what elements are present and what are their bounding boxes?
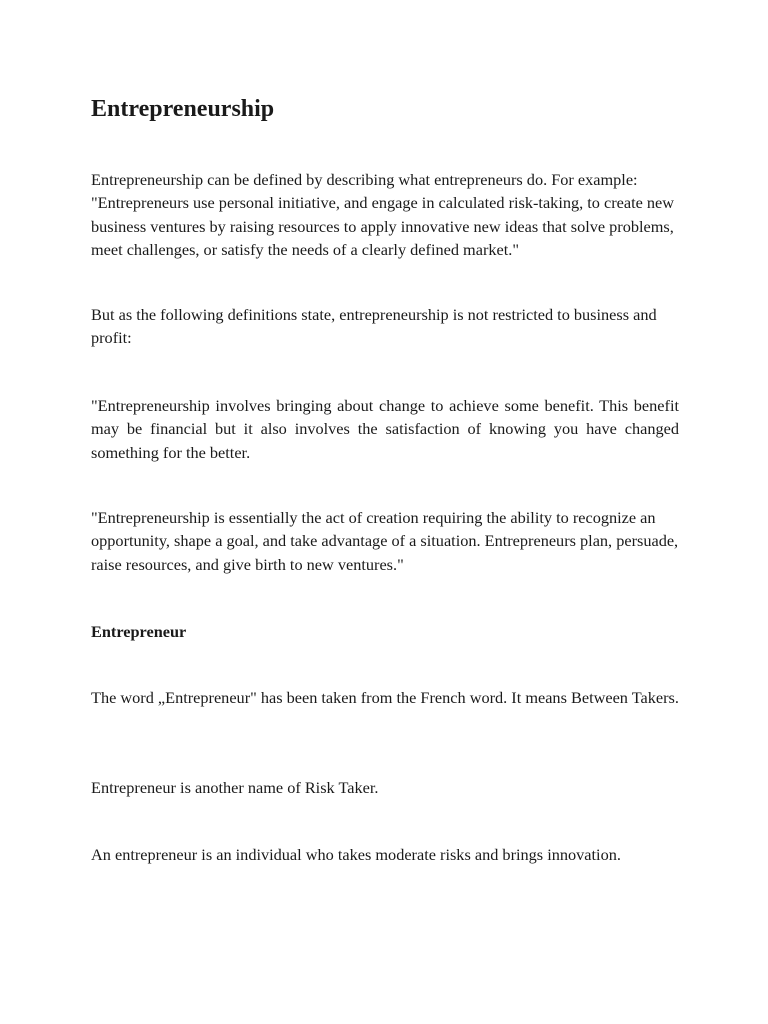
individual-definition-paragraph: An entrepreneur is an individual who takes moderate risks and brings innovation. [91,845,621,864]
creation-quote-paragraph: "Entrepreneurship is essentially the act of creation requiring the ability to recognize an opportunity, shape a goal, and take advantage of a situation. Entrepreneurs plan, persuade, raise resources, and give birth to new ventures." [91,508,679,574]
entrepreneur-subheading: Entrepreneur [91,622,187,641]
definition-paragraph: Entrepreneurship can be defined by describing what entrepreneurs do. For example: "Entrepreneurs use personal initiative, and engage in calculated risk-taking, to create new business ventures by raising resources to apply innovative new ideas that solve problems, meet challenges, or satisfy the needs of a clearly defined market." [91,170,675,259]
word-origin-paragraph: The word „Entrepreneur" has been taken from the French word. It means Between Takers. [91,688,679,707]
risk-taker-paragraph: Entrepreneur is another name of Risk Taker. [91,778,379,797]
change-quote-paragraph: "Entrepreneurship involves bringing about change to achieve some benefit. This benefit may be financial but it also involves the satisfaction of knowing you have changed something for the better. [91,396,679,462]
not-restricted-paragraph: But as the following definitions state, entrepreneurship is not restricted to business and profit: [91,305,657,348]
document-title: Entrepreneurship [91,96,275,122]
